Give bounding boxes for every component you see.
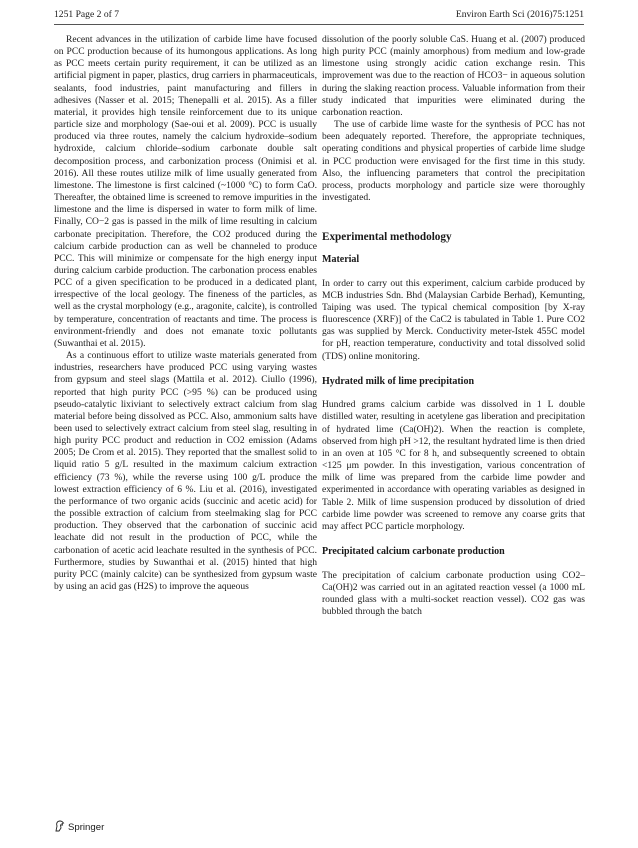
section-spacer: [322, 363, 585, 376]
section-spacer: [322, 388, 585, 399]
subsection-heading-material: Material: [322, 254, 360, 266]
section-spacer: [322, 204, 585, 230]
section-spacer: [322, 267, 585, 278]
springer-horse-icon: [54, 820, 65, 835]
subsection-heading-pcc-production: Precipitated calcium carbonate production: [322, 546, 505, 557]
running-header: [54, 9, 584, 23]
section-spacer: [322, 533, 585, 546]
left-column: [54, 34, 317, 593]
page-footer: [54, 820, 104, 835]
section-heading-methodology: Experimental methodology: [322, 231, 452, 244]
header-rule: [54, 24, 584, 25]
material-paragraph: In order to carry out this experiment, calcium carbide produced by MCB industries Sdn. Bhd (Malaysian Carbide Berhad), Kemunting, Taiping was used. The typical chemical composition [by X-ray fluorescence (XRF)] of the CaC2 is tabulated in Table 1. Pure CO2 gas was supplied by Merck. Conductivity meter-Istek 455C model for pH, reaction temperature, conductivity and total dissolved solid (TDS) online monitoring.: [322, 277, 585, 362]
intro-paragraph-4: The use of carbide lime waste for the synthesis of PCC has not been adequately reported. Therefore, the appropriate techniques, operating conditions and physical properties of carbide lime sludge in PCC production were envisaged for the first time in this study. Also, the influencing parameters that control the precipitation process, products morphology and particle size were thoroughly investigated.: [322, 119, 585, 204]
subsection-heading-hydrated-lime: Hydrated milk of lime precipitation: [322, 375, 475, 387]
intro-paragraph-3: dissolution of the poorly soluble CaS. Huang et al. (2007) produced high purity PCC (mainly amorphous) from medium and low-grade limestone using strongly acidic cation exchange resin. This improvement was due to the reaction of HCO3− in aqueous solution during the slaking reaction process. Valuable information from their study indicated that impurities were eliminated during the carbonation reaction.: [322, 34, 585, 118]
hydrated-lime-paragraph: Hundred grams calcium carbide was dissolved in 1 L double distilled water, resulting in acetylene gas liberation and precipitation of hydrated lime (Ca(OH)2). When the reaction is complete, observed from high pH >12, the resultant hydrated lime is then dried in an oven at 105 °C for 8 h, and subsequently screened to obtain <125 μm powder. In this investigation, various concentration of milk of lime was prepared from the carbide lime powder and experimented in accordance with operating variables as designed in Table 2. Milk of lime suspension produced by dissolution of dried carbide lime powder was screened to remove any coarse grits that may affect PCC particle morphology.: [322, 399, 585, 532]
header-journal-citation: Environ Earth Sci (2016)75:1251: [455, 9, 584, 20]
section-spacer: [322, 559, 585, 570]
right-column: [322, 34, 585, 618]
header-page-info: 1251 Page 2 of 7: [54, 9, 120, 20]
intro-paragraph-1: Recent advances in the utilization of carbide lime have focused on PCC production because of its humongous applications. As long as PCC meets certain purity requirement, it can be utilized as an artificial pigment in paper, plastics, drug carriers in pharmaceuticals, sealants, food industries, paint manufacturing and fillers in adhesives (Nasser et al. 2015; Thenepalli et al. 2015). As a filler material, it provides high tensile reinforcement due to its unique particle size and morphology (Sae-oui et al. 2009). PCC is usually produced via three routes, namely the calcium hydroxide–sodium hydroxide, calcium chloride–sodium carbonate double salt decomposition process, and carbonization process (Onimisi et al. 2016). All these routes utilize milk of lime usually generated from limestone. The limestone is first calcined (~1000 °C) to form CaO. Thereafter, the obtained lime is screened to remove impurities in the limestone and the lime is dispersed in water to form milk of lime. Finally, CO−2 gas is passed in the milk of lime resulting in calcium carbonate precipitation. Therefore, the CO2 produced during the calcium carbide production can as well be channeled to produce PCC. This will minimize or compensate for the high energy input during calcium carbide production. The carbonation process enables PCC of a given specification to be produced in a dedicated plant, irrespective of the local geology. The fineness of the particles, as well as the crystal morphology (e.g., aragonite, calcite), is controlled by temperature, concentration of reactants and time. The process is environment-friendly and does not emanate toxic pollutants (Suwanthai et al. 2015).: [54, 34, 317, 349]
intro-paragraph-2: As a continuous effort to utilize waste materials generated from industries, researchers have produced PCC using varying wastes from gypsum and steel slags (Mattila et al. 2012). Ciullo (1996), reported that high purity PCC (>95 %) can be produced using pseudo-catalytic lixiviant to selectively extract calcium from slag material before being dissolved as PCC. Also, ammonium salts have been used to selectively extract calcium from steel slag, resulting in high purity PCC product and reduction in CO2 emission (Adams 2005; De Crom et al. 2015). They reported that the smallest solid to liquid ratio 5 g/L resulted in the maximum calcium extraction efficiency (73 %), while the reverse using 100 g/L produce the lowest extraction efficiency of 6 %. Liu et al. (2016), investigated the performance of two organic acids (succinic and acetic acid) for the possible extraction of calcium from steelmaking slag for PCC production. They observed that the carbonation of succinic acid leachate did not result in the production of PCC, while the carbonation of acetic acid leachate resulted in the synthesis of PCC. Furthermore, studies by Suwanthai et al. (2015) hinted that high purity PCC (mainly calcite) can be synthesized from gypsum waste by using an acid gas (H2S) to improve the aqueous: [54, 350, 317, 593]
section-spacer: [322, 244, 585, 254]
springer-logo-text: Springer: [68, 822, 105, 833]
pcc-production-paragraph: The precipitation of calcium carbonate production using CO2–Ca(OH)2 was carried out in an agitated reaction vessel (a 1000 mL rounded glass with a multi-socket reaction vessel). CO2 gas was bubbled through the batch: [322, 569, 585, 617]
